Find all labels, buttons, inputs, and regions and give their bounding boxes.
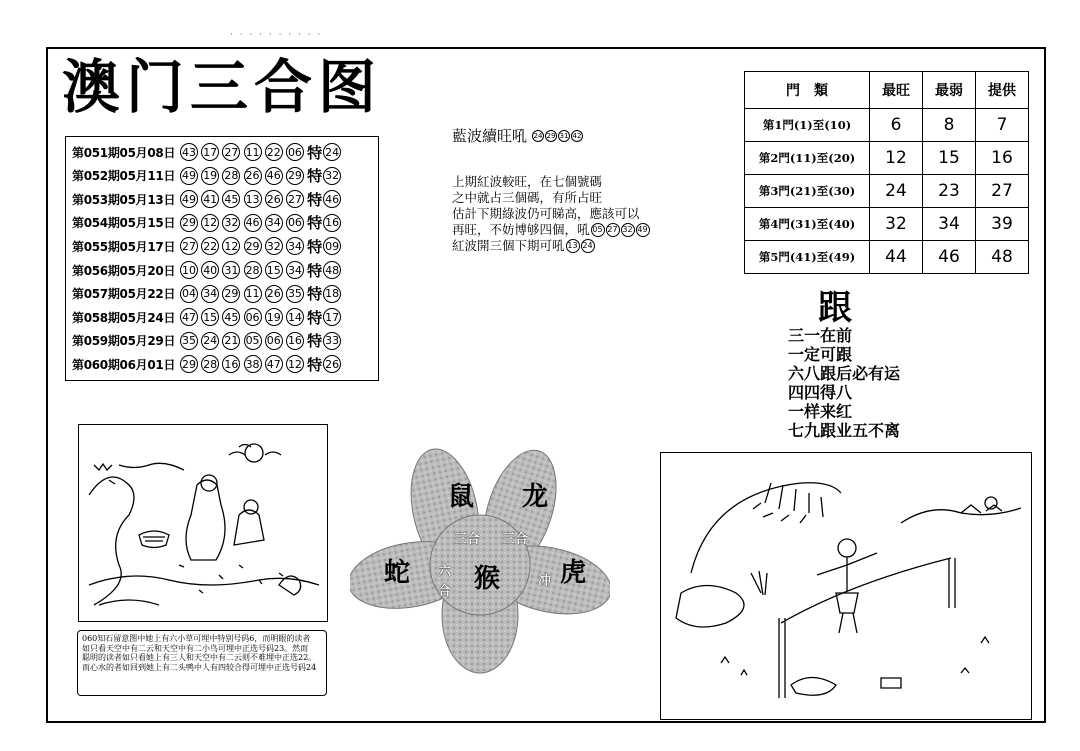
paragraph-ball: 24 xyxy=(581,239,595,253)
special-marker: 特 xyxy=(307,190,323,209)
special-number-ball: 18 xyxy=(323,285,341,303)
number-ball: 19 xyxy=(265,308,283,326)
stats-weakest-value: 8 xyxy=(923,109,976,142)
number-ball: 06 xyxy=(265,332,283,350)
label-liuhe-bottom: 合 xyxy=(438,584,452,599)
number-ball: 12 xyxy=(286,355,304,373)
draw-period-label: 第056期05月20日 xyxy=(72,263,176,278)
number-ball: 10 xyxy=(180,261,198,279)
draw-period-label: 第055期05月17日 xyxy=(72,239,176,254)
number-ball: 12 xyxy=(222,237,240,255)
number-ball: 14 xyxy=(286,308,304,326)
number-ball: 28 xyxy=(222,167,240,185)
heading-ball: 24 xyxy=(533,131,543,140)
number-ball: 43 xyxy=(180,143,198,161)
blue-wave-heading-text: 藍波續旺吼 xyxy=(452,127,528,145)
note-line: 而心水的者如回到她上有二头鸭中人有四较合得可埋中正选号码24 xyxy=(82,662,317,672)
paragraph-line xyxy=(452,174,650,190)
draw-results-table xyxy=(65,136,379,381)
stats-door-label: 第1門(1)至(10) xyxy=(745,109,870,142)
number-ball: 49 xyxy=(180,167,198,185)
number-ball: 47 xyxy=(265,355,283,373)
stats-door-label: 第3門(21)至(30) xyxy=(745,175,870,208)
draw-row xyxy=(72,235,344,257)
right-illustration xyxy=(660,452,1032,720)
note-line: 聪明的读者如只看她上有三人和天空中有二云则不难埋中正选22。 xyxy=(82,653,317,662)
paragraph-ball: 05 xyxy=(591,223,605,237)
number-ball: 49 xyxy=(180,190,198,208)
paragraph-line-text: 之中就占三個碼，有所占旺 xyxy=(452,190,603,205)
stats-provided-value: 27 xyxy=(976,175,1029,208)
stats-hottest-value: 6 xyxy=(870,109,923,142)
top-marks: · · · · · · · · · · xyxy=(230,30,323,40)
draw-period-label: 第054期05月15日 xyxy=(72,216,176,231)
number-ball: 32 xyxy=(265,237,283,255)
stats-header-row xyxy=(745,72,1029,109)
number-ball: 26 xyxy=(244,167,262,185)
special-marker: 特 xyxy=(307,237,323,256)
special-marker: 特 xyxy=(307,167,323,186)
number-ball: 34 xyxy=(201,285,219,303)
special-number-ball: 24 xyxy=(323,143,341,161)
draw-period-label: 第059期05月29日 xyxy=(72,334,176,349)
paragraph-line-text: 估計下期綠波仍可睇高，應該可以 xyxy=(452,206,640,221)
picture-hint-note xyxy=(77,630,327,696)
heading-ball: 42 xyxy=(572,131,582,140)
follow-verse-line: 一定可跟 xyxy=(788,345,853,364)
stats-weakest-value: 23 xyxy=(923,175,976,208)
number-ball: 29 xyxy=(286,167,304,185)
number-ball: 40 xyxy=(201,261,219,279)
number-ball: 05 xyxy=(244,332,262,350)
special-number-ball: 46 xyxy=(323,190,341,208)
draw-row xyxy=(72,353,344,375)
left-illustration xyxy=(78,424,328,622)
heading-balls xyxy=(531,130,583,142)
stats-door-label: 第5門(41)至(49) xyxy=(745,241,870,274)
page-title: 澳门三合图 xyxy=(62,53,383,121)
number-ball: 11 xyxy=(244,285,262,303)
heading-ball: 29 xyxy=(546,131,556,140)
draw-period-label: 第057期05月22日 xyxy=(72,287,176,302)
paragraph-ball: 13 xyxy=(566,239,580,253)
number-ball: 29 xyxy=(180,214,198,232)
stats-hottest-value: 44 xyxy=(870,241,923,274)
number-ball: 22 xyxy=(201,237,219,255)
blue-wave-heading xyxy=(452,125,583,146)
number-ball: 26 xyxy=(265,190,283,208)
number-ball: 29 xyxy=(180,355,198,373)
special-number-ball: 32 xyxy=(323,167,341,185)
special-marker: 特 xyxy=(307,332,323,351)
number-ball: 32 xyxy=(222,214,240,232)
special-number-ball: 16 xyxy=(323,214,341,232)
stats-provided-value: 39 xyxy=(976,208,1029,241)
label-chong: 冲 xyxy=(538,574,552,589)
draw-row xyxy=(72,141,344,163)
draw-row xyxy=(72,330,344,352)
special-marker: 特 xyxy=(307,261,323,280)
number-ball: 45 xyxy=(222,190,240,208)
number-ball: 19 xyxy=(201,167,219,185)
label-sanhe-left: 三合 xyxy=(454,532,481,547)
number-ball: 28 xyxy=(201,355,219,373)
prediction-paragraph xyxy=(452,174,650,254)
special-marker: 特 xyxy=(307,308,323,327)
follow-verse-line: 六八跟后必有运 xyxy=(788,364,901,383)
stats-row xyxy=(745,175,1029,208)
draw-row xyxy=(72,283,344,305)
number-ball: 41 xyxy=(201,190,219,208)
draw-row xyxy=(72,188,344,210)
draw-period-label: 第060期06月01日 xyxy=(72,357,176,372)
stats-row xyxy=(745,142,1029,175)
draw-row xyxy=(72,259,344,281)
zodiac-tiger: 虎 xyxy=(560,558,587,588)
number-ball: 13 xyxy=(244,190,262,208)
number-ball: 12 xyxy=(201,214,219,232)
special-marker: 特 xyxy=(307,214,323,233)
label-sanhe-right: 三合 xyxy=(502,532,529,547)
stats-weakest-value: 34 xyxy=(923,208,976,241)
special-marker: 特 xyxy=(307,355,323,374)
draw-period-label: 第053期05月13日 xyxy=(72,192,176,207)
number-ball: 34 xyxy=(265,214,283,232)
number-ball: 15 xyxy=(201,308,219,326)
number-ball: 06 xyxy=(286,143,304,161)
special-number-ball: 26 xyxy=(323,355,341,373)
number-ball: 46 xyxy=(244,214,262,232)
special-marker: 特 xyxy=(307,143,323,162)
draw-row xyxy=(72,165,344,187)
paragraph-line xyxy=(452,206,650,222)
zodiac-snake: 蛇 xyxy=(384,558,411,588)
special-number-ball: 33 xyxy=(323,332,341,350)
zodiac-monkey: 猴 xyxy=(474,564,501,594)
number-ball: 24 xyxy=(201,332,219,350)
draw-row xyxy=(72,306,344,328)
number-ball: 35 xyxy=(180,332,198,350)
stats-hottest-value: 12 xyxy=(870,142,923,175)
follow-verse-line: 三一在前 xyxy=(788,326,853,345)
special-number-ball: 17 xyxy=(323,308,341,326)
special-number-ball: 09 xyxy=(323,237,341,255)
number-ball: 16 xyxy=(286,332,304,350)
number-ball: 06 xyxy=(244,308,262,326)
number-ball: 35 xyxy=(286,285,304,303)
paragraph-line xyxy=(452,238,650,254)
stats-hottest-value: 32 xyxy=(870,208,923,241)
stats-provided-value: 7 xyxy=(976,109,1029,142)
number-ball: 45 xyxy=(222,308,240,326)
number-ball: 15 xyxy=(265,261,283,279)
paragraph-line-text: 再旺，不妨博够四個，吼 xyxy=(452,222,590,237)
number-ball: 34 xyxy=(286,237,304,255)
number-ball: 31 xyxy=(222,261,240,279)
follow-verses xyxy=(788,326,900,440)
stats-header-provided: 提供 xyxy=(976,72,1029,109)
number-ball: 26 xyxy=(265,285,283,303)
paragraph-line xyxy=(452,190,650,206)
zodiac-flower xyxy=(350,440,610,680)
number-ball: 17 xyxy=(201,143,219,161)
stats-weakest-value: 46 xyxy=(923,241,976,274)
number-ball: 06 xyxy=(286,214,304,232)
number-ball: 38 xyxy=(244,355,262,373)
stats-weakest-value: 15 xyxy=(923,142,976,175)
zodiac-dragon: 龙 xyxy=(522,482,549,512)
paragraph-line-text: 紅波開三個下期可吼 xyxy=(452,238,565,253)
stats-door-label: 第2門(11)至(20) xyxy=(745,142,870,175)
number-ball: 04 xyxy=(180,285,198,303)
follow-heading: 跟 xyxy=(818,288,852,328)
paragraph-line-text: 上期紅波較旺，在七個號碼 xyxy=(452,174,603,189)
stats-header-category: 門 類 xyxy=(745,72,870,109)
follow-verse-line: 一样来红 xyxy=(788,402,853,421)
draw-period-label: 第052期05月11日 xyxy=(72,169,176,184)
door-stats-table xyxy=(744,71,1029,274)
special-marker: 特 xyxy=(307,285,323,304)
stats-provided-value: 48 xyxy=(976,241,1029,274)
number-ball: 29 xyxy=(222,285,240,303)
number-ball: 34 xyxy=(286,261,304,279)
number-ball: 47 xyxy=(180,308,198,326)
paragraph-ball: 27 xyxy=(606,223,620,237)
paragraph-line xyxy=(452,222,650,238)
number-ball: 27 xyxy=(286,190,304,208)
heading-ball: 31 xyxy=(559,131,569,140)
stats-row xyxy=(745,109,1029,142)
stats-provided-value: 16 xyxy=(976,142,1029,175)
stats-header-hottest: 最旺 xyxy=(870,72,923,109)
draw-period-label: 第051期05月08日 xyxy=(72,145,176,160)
follow-verse-line: 七九跟业五不离 xyxy=(788,421,901,440)
draw-row xyxy=(72,212,344,234)
number-ball: 46 xyxy=(265,167,283,185)
number-ball: 27 xyxy=(222,143,240,161)
number-ball: 27 xyxy=(180,237,198,255)
number-ball: 28 xyxy=(244,261,262,279)
note-line: 如只看天空中有二云和天空中有二小鸟可埋中正选号码23。然而 xyxy=(82,643,309,653)
stats-hottest-value: 24 xyxy=(870,175,923,208)
number-ball: 21 xyxy=(222,332,240,350)
stats-row xyxy=(745,241,1029,274)
stats-door-label: 第4門(31)至(40) xyxy=(745,208,870,241)
stats-row xyxy=(745,208,1029,241)
number-ball: 11 xyxy=(244,143,262,161)
note-line: 060知石留意图中她上有六小草可埋中特别号码6，而明眼的读者 xyxy=(82,634,311,643)
draw-period-label: 第058期05月24日 xyxy=(72,310,176,325)
stats-header-weakest: 最弱 xyxy=(923,72,976,109)
paragraph-ball: 32 xyxy=(621,223,635,237)
zodiac-rat: 鼠 xyxy=(448,482,475,512)
special-number-ball: 48 xyxy=(323,261,341,279)
number-ball: 16 xyxy=(222,355,240,373)
number-ball: 22 xyxy=(265,143,283,161)
number-ball: 29 xyxy=(244,237,262,255)
follow-verse-line: 四四得八 xyxy=(788,383,853,402)
label-liuhe-top: 六 xyxy=(438,564,452,579)
paragraph-ball: 49 xyxy=(636,223,650,237)
